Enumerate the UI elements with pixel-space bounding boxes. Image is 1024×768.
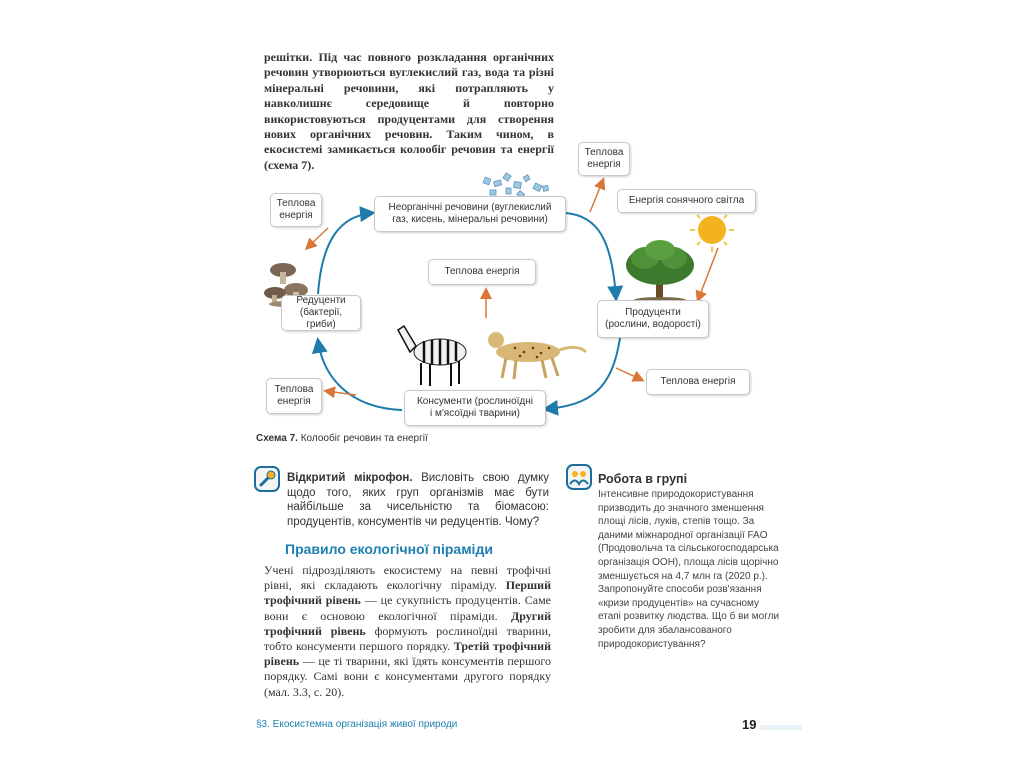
inorganic-substances-box: Неорганічні речовини (вуглекислий газ, кисень, мінеральні речовини) [374,196,566,232]
page-number: 19 [742,717,757,732]
heat-arrow-inorganic [307,228,328,248]
intro-paragraph: решітки. Під час повного розкладання органічних речовин утворюються вуглекислий газ, вода та різні мінеральні речовини, які потрапляють у навколишнє середовище й повторно використовуються продуцентами для створення нових органічних речовин. Таким чином, в екосистемі замикається колообіг речовин та енергії (схема 7). [264,50,554,172]
heat-energy-box-left-top: Теплова енергія [270,193,322,227]
cycle-arrow-reducers-to-inorganic [318,213,372,294]
heat-arrow-consumers [326,391,356,395]
third-level-term: Третій трофічний рівень [264,639,552,669]
section-title: Правило екологічної піраміди [285,541,493,557]
cycle-arrow-consumers-to-reducers [318,341,402,410]
consumers-box: Консументи (рослиноїдні і м'ясоїдні тварини) [404,390,546,426]
diagram-caption [256,433,428,444]
page-number-bar [760,725,802,730]
heat-energy-box-left-bottom: Теплова енергія [266,378,322,414]
open-microphone-block [287,471,549,529]
caption-text: Колообіг речовин та енергії [300,433,428,444]
zebra-image [398,326,466,386]
pyramid-paragraph: Учені підрозділяють екосистему на певні трофічні рівні, які складають екологічну піраміду. Перший трофічний рівень — це сукупність продуцентів. Саме вони є основою екологічної піраміди. Другий трофічний рівень формують рослиноїдні тварини, тобто консументи першого порядку. Третій трофічний рівень — це ті тварини, які їдять консументів першого порядку. Самі вони є консументами другого порядку (мал. 3.3, с. 20). [264,563,552,699]
cheetah-image [488,332,586,379]
heat-arrow-producers-top [590,180,603,212]
second-level-term: Другий трофічний рівень [264,608,551,638]
reducers-box: Редуценти (бактерії, гриби) [281,295,361,331]
group-work-title: Робота в групі [598,472,688,486]
heat-energy-box-right: Теплова енергія [646,369,750,395]
caption-label: Схема 7. [256,433,298,444]
cycle-arrow-inorganic-to-producers [566,213,616,298]
heat-energy-box-center: Теплова енергія [428,259,536,285]
heat-energy-box-top-right: Теплова енергія [578,142,630,176]
solar-energy-box: Енергія сонячного світла [617,189,756,213]
microphone-icon [254,466,280,492]
mic-text: Висловіть свою думку щодо того, яких груп організмів має бути найбільше за чисельністю та біомасою: продуцентів, консументів чи редуцентів. Чому? [287,472,550,528]
heat-arrow-producers-right [616,368,642,380]
sun-icon [690,208,734,252]
footer-chapter: §3. Екосистемна організація живої природи [256,719,458,730]
tree-image [626,240,694,303]
solar-arrow [698,248,718,300]
first-level-term: Перший трофічний рівень [264,578,551,608]
mic-title: Відкритий мікрофон. [287,472,413,484]
group-work-icon [566,464,592,490]
minerals-image [483,173,548,198]
producers-box: Продуценти (рослини, водорості) [597,300,709,338]
group-work-text: Інтенсивне природокористування призводить до значного зменшення площі лісів, луків, степів тощо. За даними міжнародної організації FAO (Продовольча та сільськогосподарська організація ООН), площа лісів щорічно зменшується на 4,7 млн га (2020 р.). Запропонуйте способи розв'язання «кризи продуцентів» на сучасному етапі розвитку людства. Що б ви могли зробити для збалансованого природокористування? [598,489,780,650]
